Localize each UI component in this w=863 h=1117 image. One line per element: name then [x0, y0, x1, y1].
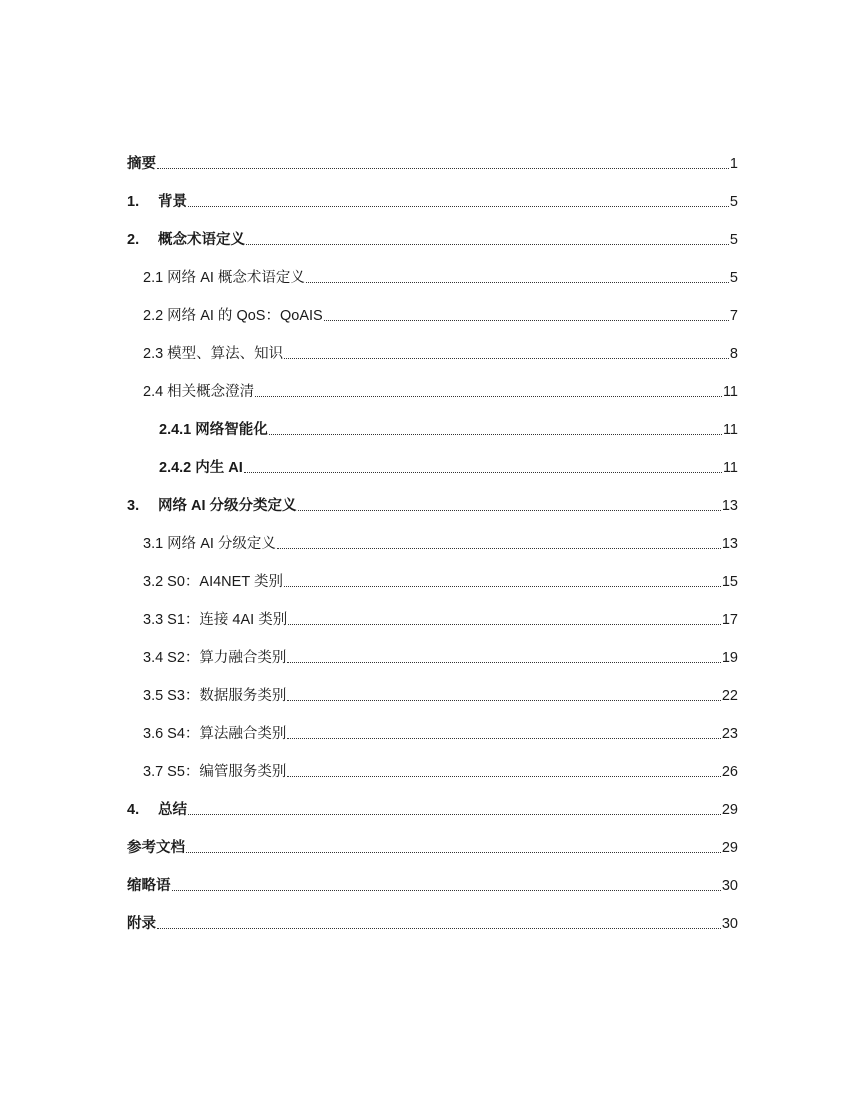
toc-entry-3-4[interactable]: [127, 635, 738, 673]
toc-entry-page: 5: [729, 270, 738, 286]
toc-entry-page: 1: [729, 156, 738, 172]
toc-entry-number: 4.: [127, 802, 140, 818]
toc-entry-number: 3.: [127, 498, 140, 514]
toc-entry-title: S2：算力融合类别: [167, 650, 287, 666]
toc-entry-page: 29: [721, 802, 738, 818]
dot-leader: [287, 738, 720, 739]
dot-leader: [277, 548, 721, 549]
toc-entry-2-1[interactable]: [127, 255, 738, 293]
toc-entry-2-4-1[interactable]: [127, 407, 738, 445]
toc-entry-abbreviations[interactable]: [127, 863, 738, 901]
dot-leader: [287, 700, 720, 701]
toc-entry-number: 2.: [127, 232, 140, 248]
dot-leader: [157, 168, 729, 169]
toc-entry-title: 模型、算法、知识: [167, 346, 284, 362]
toc-entry-page: 13: [721, 498, 738, 514]
toc-entry-number: 2.4: [143, 384, 164, 400]
toc-entry-3-3[interactable]: [127, 597, 738, 635]
toc-entry-title: 摘要: [127, 156, 156, 172]
dot-leader: [188, 206, 729, 207]
toc-entry-title: 缩略语: [127, 878, 171, 894]
toc-entry-title: S3：数据服务类别: [167, 688, 287, 704]
toc-entry-number: 3.4: [143, 650, 164, 666]
dot-leader: [287, 662, 720, 663]
toc-entry-number: 3.2: [143, 574, 164, 590]
toc-entry-title: 网络 AI 分级定义: [167, 536, 276, 552]
toc-entry-page: 17: [721, 612, 738, 628]
toc-entry-title: 网络智能化: [195, 422, 268, 438]
toc-entry-number: 3.3: [143, 612, 164, 628]
toc-entry-3-1[interactable]: [127, 521, 738, 559]
toc-entry-page: 26: [721, 764, 738, 780]
toc-entry-page: 5: [729, 232, 738, 248]
dot-leader: [324, 320, 729, 321]
toc-entry-page: 22: [721, 688, 738, 704]
toc-entry-2-4-2[interactable]: [127, 445, 738, 483]
dot-leader: [298, 510, 721, 511]
toc-entry-references[interactable]: [127, 825, 738, 863]
dot-leader: [244, 472, 722, 473]
toc-entry-title: 附录: [127, 916, 156, 932]
dot-leader: [186, 852, 721, 853]
toc-entry-number: 2.3: [143, 346, 164, 362]
table-of-contents: [127, 141, 738, 939]
dot-leader: [306, 282, 729, 283]
toc-entry-title: 内生 AI: [195, 460, 243, 476]
dot-leader: [284, 586, 721, 587]
toc-entry-number: 3.5: [143, 688, 164, 704]
toc-entry-title: 网络 AI 概念术语定义: [167, 270, 305, 286]
toc-entry-title: 总结: [158, 802, 187, 818]
toc-entry-number: 2.4.2: [159, 460, 192, 476]
dot-leader: [246, 244, 729, 245]
toc-entry-number: 3.7: [143, 764, 164, 780]
toc-entry-title: 网络 AI 分级分类定义: [158, 498, 297, 514]
toc-entry-title: S0：AI4NET 类别: [167, 574, 283, 590]
toc-entry-3-5[interactable]: [127, 673, 738, 711]
toc-entry-3-6[interactable]: [127, 711, 738, 749]
toc-entry-appendix[interactable]: [127, 901, 738, 939]
dot-leader: [255, 396, 722, 397]
dot-leader: [284, 358, 729, 359]
toc-entry-3-2[interactable]: [127, 559, 738, 597]
toc-entry-title: 参考文档: [127, 840, 185, 856]
toc-entry-title: S1：连接 4AI 类别: [167, 612, 288, 628]
toc-entry-page: 30: [721, 916, 738, 932]
toc-entry-page: 8: [729, 346, 738, 362]
toc-entry-classification[interactable]: [127, 483, 738, 521]
dot-leader: [288, 624, 721, 625]
toc-entry-title: 概念术语定义: [158, 232, 245, 248]
toc-entry-number: 2.1: [143, 270, 164, 286]
dot-leader: [172, 890, 721, 891]
toc-entry-page: 5: [729, 194, 738, 210]
toc-entry-page: 11: [722, 460, 738, 476]
toc-entry-title: 网络 AI 的 QoS：QoAIS: [167, 308, 323, 324]
toc-entry-title: 相关概念澄清: [167, 384, 255, 400]
toc-entry-number: 2.4.1: [159, 422, 192, 438]
toc-entry-summary[interactable]: [127, 787, 738, 825]
toc-entry-page: 11: [722, 422, 738, 438]
toc-entry-title: 背景: [158, 194, 187, 210]
toc-entry-number: 3.6: [143, 726, 164, 742]
toc-entry-page: 29: [721, 840, 738, 856]
toc-entry-abstract[interactable]: [127, 141, 738, 179]
toc-entry-2-4[interactable]: [127, 369, 738, 407]
toc-entry-page: 19: [721, 650, 738, 666]
toc-entry-page: 7: [729, 308, 738, 324]
toc-entry-page: 11: [722, 384, 738, 400]
dot-leader: [188, 814, 721, 815]
toc-entry-page: 15: [721, 574, 738, 590]
dot-leader: [157, 928, 721, 929]
toc-entry-page: 13: [721, 536, 738, 552]
toc-entry-2-2[interactable]: [127, 293, 738, 331]
toc-entry-background[interactable]: [127, 179, 738, 217]
dot-leader: [269, 434, 722, 435]
toc-entry-number: 2.2: [143, 308, 164, 324]
toc-entry-2-3[interactable]: [127, 331, 738, 369]
toc-entry-page: 30: [721, 878, 738, 894]
toc-entry-number: 1.: [127, 194, 140, 210]
toc-entry-page: 23: [721, 726, 738, 742]
dot-leader: [287, 776, 720, 777]
toc-entry-concept-terms[interactable]: [127, 217, 738, 255]
toc-entry-title: S5：编管服务类别: [167, 764, 287, 780]
toc-entry-title: S4：算法融合类别: [167, 726, 287, 742]
toc-entry-number: 3.1: [143, 536, 164, 552]
toc-entry-3-7[interactable]: [127, 749, 738, 787]
